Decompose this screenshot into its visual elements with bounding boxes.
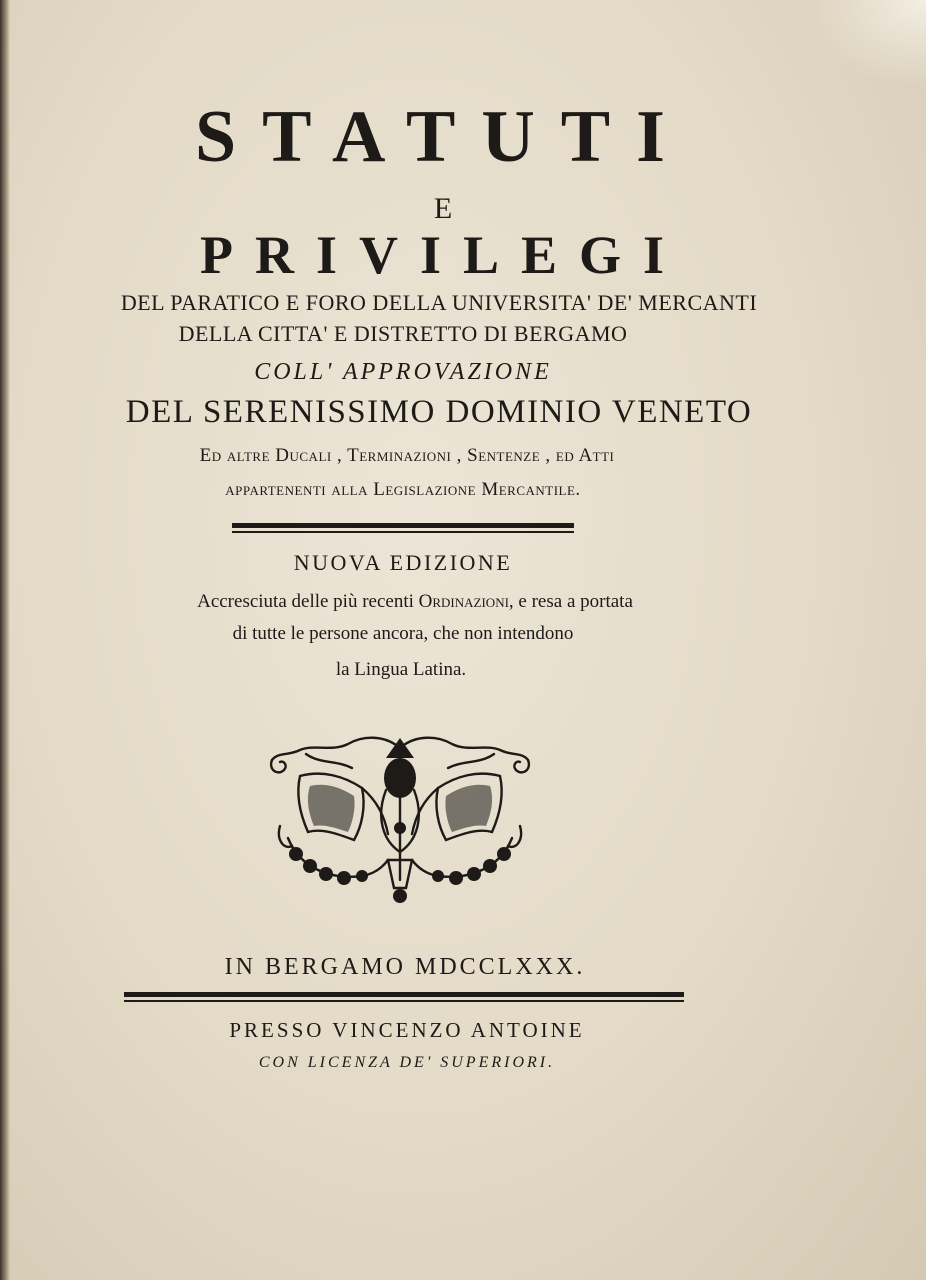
main-title-second: PRIVILEGI <box>199 225 687 285</box>
edition-note-line-2: di tutte le persone ancora, che non intendono <box>232 623 574 644</box>
subtitle-line-2: DELLA CITTA' E DISTRETTO DI BERGAMO <box>178 321 628 346</box>
edition-note-text-a: Accresciuta delle più recenti <box>197 591 414 612</box>
edition-note-line-1 <box>0 592 878 611</box>
double-rule-lower <box>124 992 684 997</box>
edition-note-text-c: , e resa a portata <box>508 591 633 612</box>
printer-line: PRESSO VINCENZO ANTOINE <box>229 1018 585 1042</box>
authority-line: DEL SERENISSIMO DOMINIO VENETO <box>125 394 753 430</box>
double-rule-lower-thin <box>124 1000 684 1002</box>
license-line: CON LICENZA DE' SUPERIORI. <box>258 1054 556 1071</box>
subtitle-line-1: DEL PARATICO E FORO DELLA UNIVERSITA' DE' MERCANTI <box>120 290 758 315</box>
title-conjunction: E <box>433 192 453 225</box>
imprint-place-date: IN BERGAMO MDCCLXXX. <box>224 954 586 980</box>
double-rule-upper-thin <box>232 531 574 533</box>
floral-printers-ornament-icon <box>266 730 534 908</box>
double-rule-upper <box>232 523 574 528</box>
edition-heading: NUOVA EDIZIONE <box>293 550 513 575</box>
contents-line-2: appartenenti alla Legislazione Mercantile. <box>225 479 581 500</box>
contents-line-1: Ed altre Ducali , Terminazioni , Sentenze , ed Atti <box>199 445 615 466</box>
edition-note-ordinazioni: Ordinazioni <box>418 591 509 612</box>
approval-line: COLL' APPROVAZIONE <box>254 359 552 385</box>
edition-note-line-3: la Lingua Latina. <box>335 659 467 680</box>
main-title: STATUTI <box>195 96 691 178</box>
